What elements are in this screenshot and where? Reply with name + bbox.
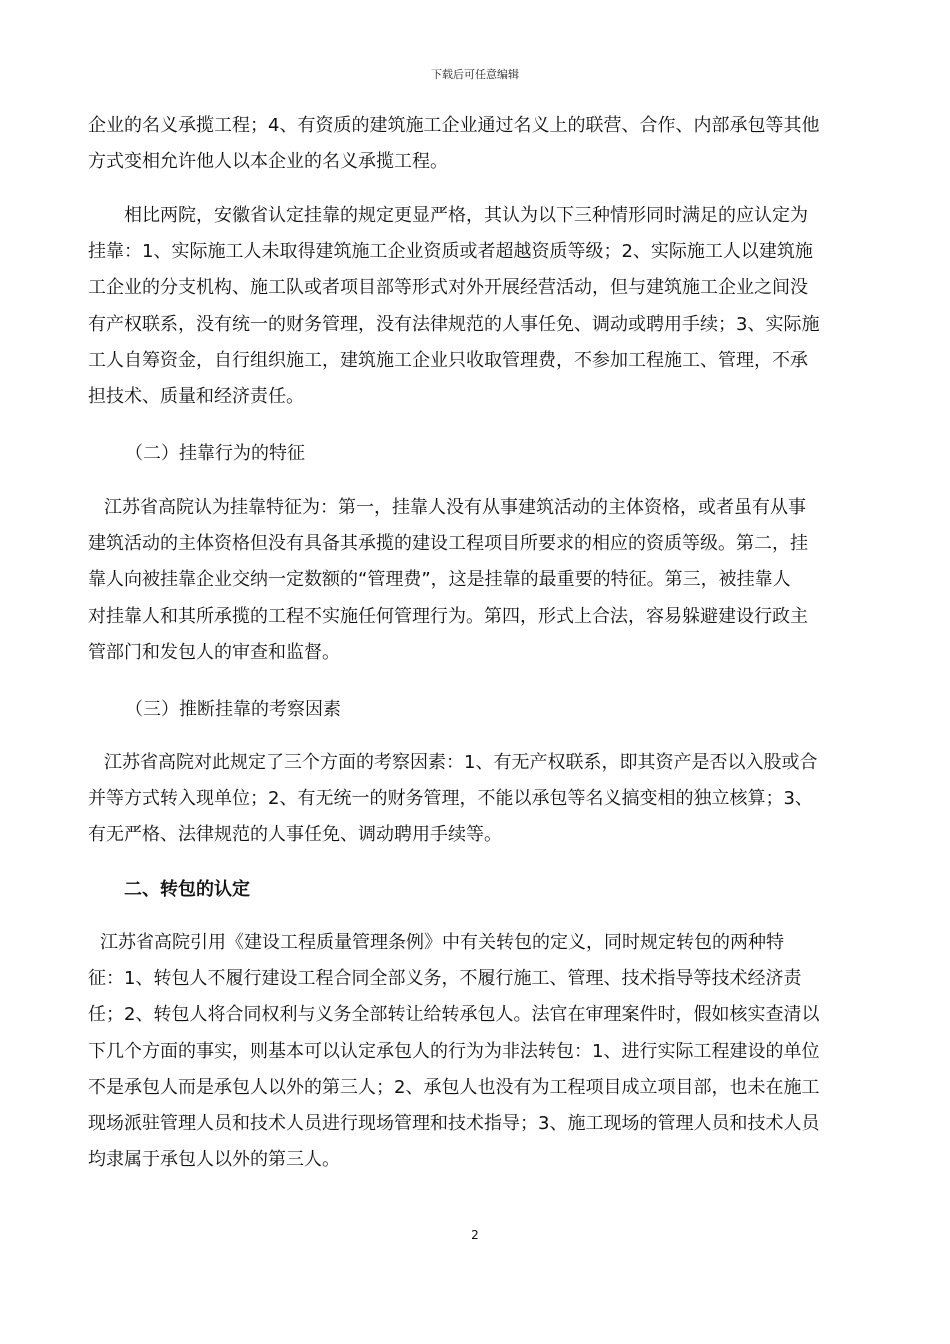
text-line: 担技术、质量和经济责任。 [88,385,304,407]
paragraph-5 [88,925,868,1178]
text-line: 有无严格、法律规范的人事任免、调动聘用手续等。 [88,824,502,846]
text-line: 任；2、转包人将合同权利与义务全部转让给转承包人。法官在审理案件时，假如核实查清以 [88,1004,820,1026]
paragraph-3 [88,490,868,671]
section-heading-subcontracting: 二、转包的认定 [124,879,250,900]
text-line: 有产权联系，没有统一的财务管理，没有法律规范的人事任免、调动或聘用手续；3、实际施 [88,313,820,335]
text-line: 企业的名义承揽工程；4、有资质的建筑施工企业通过名义上的联营、合作、内部承包等其他 [88,115,820,136]
text-line: 并等方式转入现单位；2、有无统一的财务管理，不能以承包等名义搞变相的独立核算；3、 [88,788,813,810]
text-line: 建筑活动的主体资格但没有具备其承揽的建设工程项目所要求的相应的资质等级。第二，挂 [88,533,808,555]
paragraph-2 [88,198,868,415]
text-line: 挂靠：1、实际施工人未取得建筑施工企业资质或者超越资质等级；2、实际施工人以建筑施 [88,241,813,263]
subheading-characteristics: （二）挂靠行为的特征 [125,443,305,464]
paragraph-4 [88,745,868,854]
text-line: 工企业的分支机构、施工队或者项目部等形式对外开展经营活动，但与建筑施工企业之间没 [88,277,808,299]
text-line: 方式变相允许他人以本企业的名义承揽工程。 [88,151,448,173]
text-line: 管部门和发包人的审查和监督。 [88,641,340,663]
text-line: 江苏省高院引用《建设工程质量管理条例》中有关转包的定义，同时规定转包的两种特 [100,932,784,953]
text-line: 工人自筹资金，自行组织施工，建筑施工企业只收取管理费，不参加工程施工、管理，不承 [88,349,808,371]
text-line: 江苏省高院对此规定了三个方面的考察因素：1、有无产权联系，即其资产是否以入股或合 [104,752,818,773]
page-number: 2 [471,1228,479,1242]
paragraph-1 [88,108,868,180]
page-header: 下载后可任意编辑 [431,68,519,81]
text-line: 不是承包人而是承包人以外的第三人；2、承包人也没有为工程项目成立项目部，也未在施工 [88,1076,820,1098]
text-line: 相比两院，安徽省认定挂靠的规定更显严格，其认为以下三种情形同时满足的应认定为 [124,205,808,226]
text-line: 对挂靠人和其所承揽的工程不实施任何管理行为。第四，形式上合法，容易躲避建设行政主 [88,605,808,627]
text-line: 江苏省高院认为挂靠特征为：第一，挂靠人没有从事建筑活动的主体资格，或者虽有从事 [104,497,806,518]
subheading-factors: （三）推断挂靠的考察因素 [125,699,341,720]
text-line: 征：1、转包人不履行建设工程合同全部义务，不履行施工、管理、技术指导等技术经济责 [88,968,802,990]
text-line: 下几个方面的事实，则基本可以认定承包人的行为为非法转包：1、进行实际工程建设的单位 [88,1040,820,1062]
text-line: 现场派驻管理人员和技术人员进行现场管理和技术指导；3、施工现场的管理人员和技术人员 [88,1112,820,1134]
text-line: 靠人向被挂靠企业交纳一定数额的“管理费”，这是挂靠的最重要的特征。第三，被挂靠人 [88,569,791,591]
text-line: 均隶属于承包人以外的第三人。 [88,1149,340,1171]
